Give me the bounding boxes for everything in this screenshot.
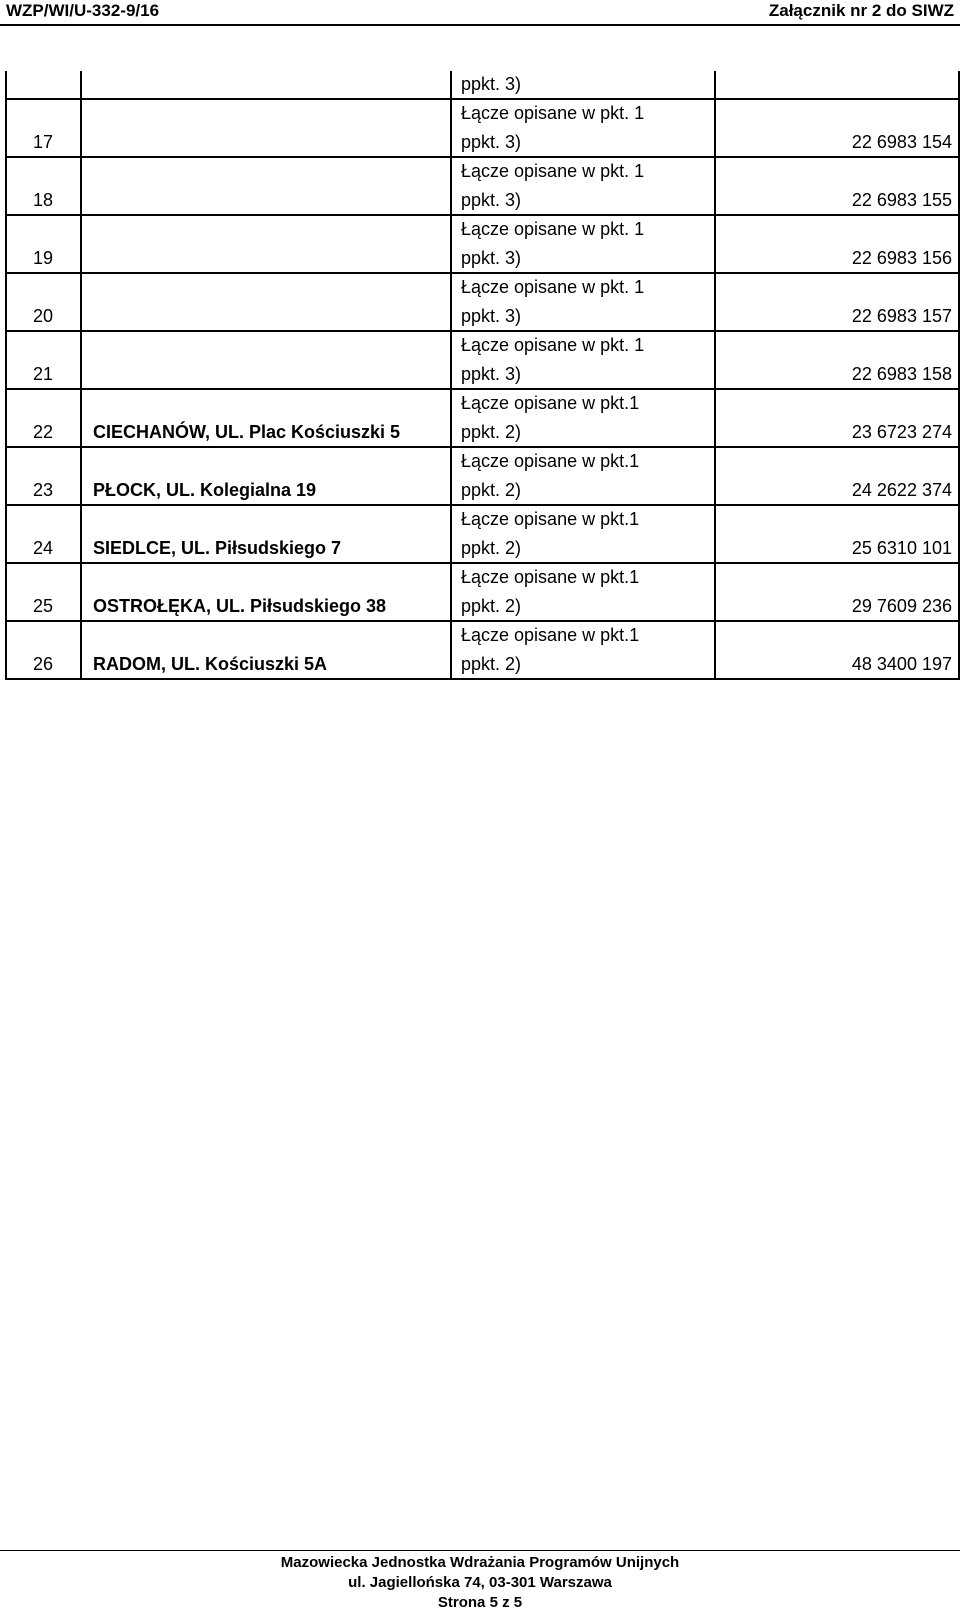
row-description <box>451 215 715 273</box>
row-address <box>81 215 451 273</box>
table-row <box>6 157 959 215</box>
page-number: Strona 5 z 5 <box>437 1594 523 1611</box>
footer-rule <box>0 1550 960 1551</box>
row-description <box>451 157 715 215</box>
row-number: 24 <box>6 505 81 563</box>
table-row <box>6 563 959 621</box>
description-line: ppkt. 3) <box>461 74 522 94</box>
row-number: 23 <box>6 447 81 505</box>
description-line: Łącze opisane w pkt.1 <box>461 451 640 471</box>
row-description <box>451 447 715 505</box>
footer-address: ul. Jagiellońska 74, 03-301 Warszawa <box>348 1574 612 1591</box>
description-line: Łącze opisane w pkt.1 <box>461 509 640 529</box>
table-row-continued <box>6 71 959 99</box>
page-footer <box>0 1553 960 1613</box>
description-line: ppkt. 2) <box>461 596 522 616</box>
row-address <box>81 71 451 99</box>
description-line: Łącze opisane w pkt.1 <box>461 567 640 587</box>
row-phone: 22 6983 154 <box>715 99 959 157</box>
row-description <box>451 331 715 389</box>
row-number: 19 <box>6 215 81 273</box>
row-phone: 22 6983 156 <box>715 215 959 273</box>
connections-table <box>5 71 960 680</box>
row-phone: 24 2622 374 <box>715 447 959 505</box>
table-row <box>6 99 959 157</box>
row-phone: 22 6983 155 <box>715 157 959 215</box>
document-id: WZP/WI/U-332-9/16 <box>6 1 160 20</box>
row-description <box>451 99 715 157</box>
row-phone: 22 6983 158 <box>715 331 959 389</box>
row-phone: 48 3400 197 <box>715 621 959 679</box>
row-phone <box>715 71 959 99</box>
description-line: ppkt. 3) <box>461 248 522 268</box>
row-description <box>451 71 715 99</box>
row-number: 26 <box>6 621 81 679</box>
row-phone: 29 7609 236 <box>715 563 959 621</box>
table-row <box>6 505 959 563</box>
description-line: Łącze opisane w pkt. 1 <box>461 219 645 239</box>
description-line: ppkt. 2) <box>461 654 522 674</box>
row-address: SIEDLCE, UL. Piłsudskiego 7 <box>81 505 451 563</box>
description-line: ppkt. 2) <box>461 422 522 442</box>
footer-organization: Mazowiecka Jednostka Wdrażania Programów Unijnych <box>280 1554 680 1571</box>
row-address: RADOM, UL. Kościuszki 5A <box>81 621 451 679</box>
description-line: Łącze opisane w pkt. 1 <box>461 103 645 123</box>
attachment-label: Załącznik nr 2 do SIWZ <box>768 1 954 20</box>
description-line: ppkt. 3) <box>461 306 522 326</box>
description-line: ppkt. 3) <box>461 364 522 384</box>
row-phone: 23 6723 274 <box>715 389 959 447</box>
description-line: ppkt. 2) <box>461 480 522 500</box>
description-line: ppkt. 3) <box>461 190 522 210</box>
row-address <box>81 99 451 157</box>
row-number: 18 <box>6 157 81 215</box>
row-number: 21 <box>6 331 81 389</box>
row-phone: 22 6983 157 <box>715 273 959 331</box>
table-row <box>6 447 959 505</box>
row-number: 22 <box>6 389 81 447</box>
row-address: OSTROŁĘKA, UL. Piłsudskiego 38 <box>81 563 451 621</box>
row-number: 20 <box>6 273 81 331</box>
row-number: 25 <box>6 563 81 621</box>
row-address: PŁOCK, UL. Kolegialna 19 <box>81 447 451 505</box>
table-row <box>6 621 959 679</box>
table-row <box>6 331 959 389</box>
row-address <box>81 331 451 389</box>
description-line: Łącze opisane w pkt. 1 <box>461 277 645 297</box>
table-row <box>6 215 959 273</box>
row-description <box>451 389 715 447</box>
description-line: Łącze opisane w pkt.1 <box>461 625 640 645</box>
row-number: 17 <box>6 99 81 157</box>
row-address: CIECHANÓW, UL. Plac Kościuszki 5 <box>81 389 451 447</box>
description-line: Łącze opisane w pkt.1 <box>461 393 640 413</box>
description-line: ppkt. 3) <box>461 132 522 152</box>
header-rule <box>0 24 960 26</box>
row-description <box>451 505 715 563</box>
row-number <box>6 71 81 99</box>
row-phone: 25 6310 101 <box>715 505 959 563</box>
table-row <box>6 273 959 331</box>
row-description <box>451 563 715 621</box>
description-line: Łącze opisane w pkt. 1 <box>461 161 645 181</box>
row-address <box>81 273 451 331</box>
row-address <box>81 157 451 215</box>
table-row <box>6 389 959 447</box>
row-description <box>451 273 715 331</box>
row-description <box>451 621 715 679</box>
description-line: ppkt. 2) <box>461 538 522 558</box>
description-line: Łącze opisane w pkt. 1 <box>461 335 645 355</box>
